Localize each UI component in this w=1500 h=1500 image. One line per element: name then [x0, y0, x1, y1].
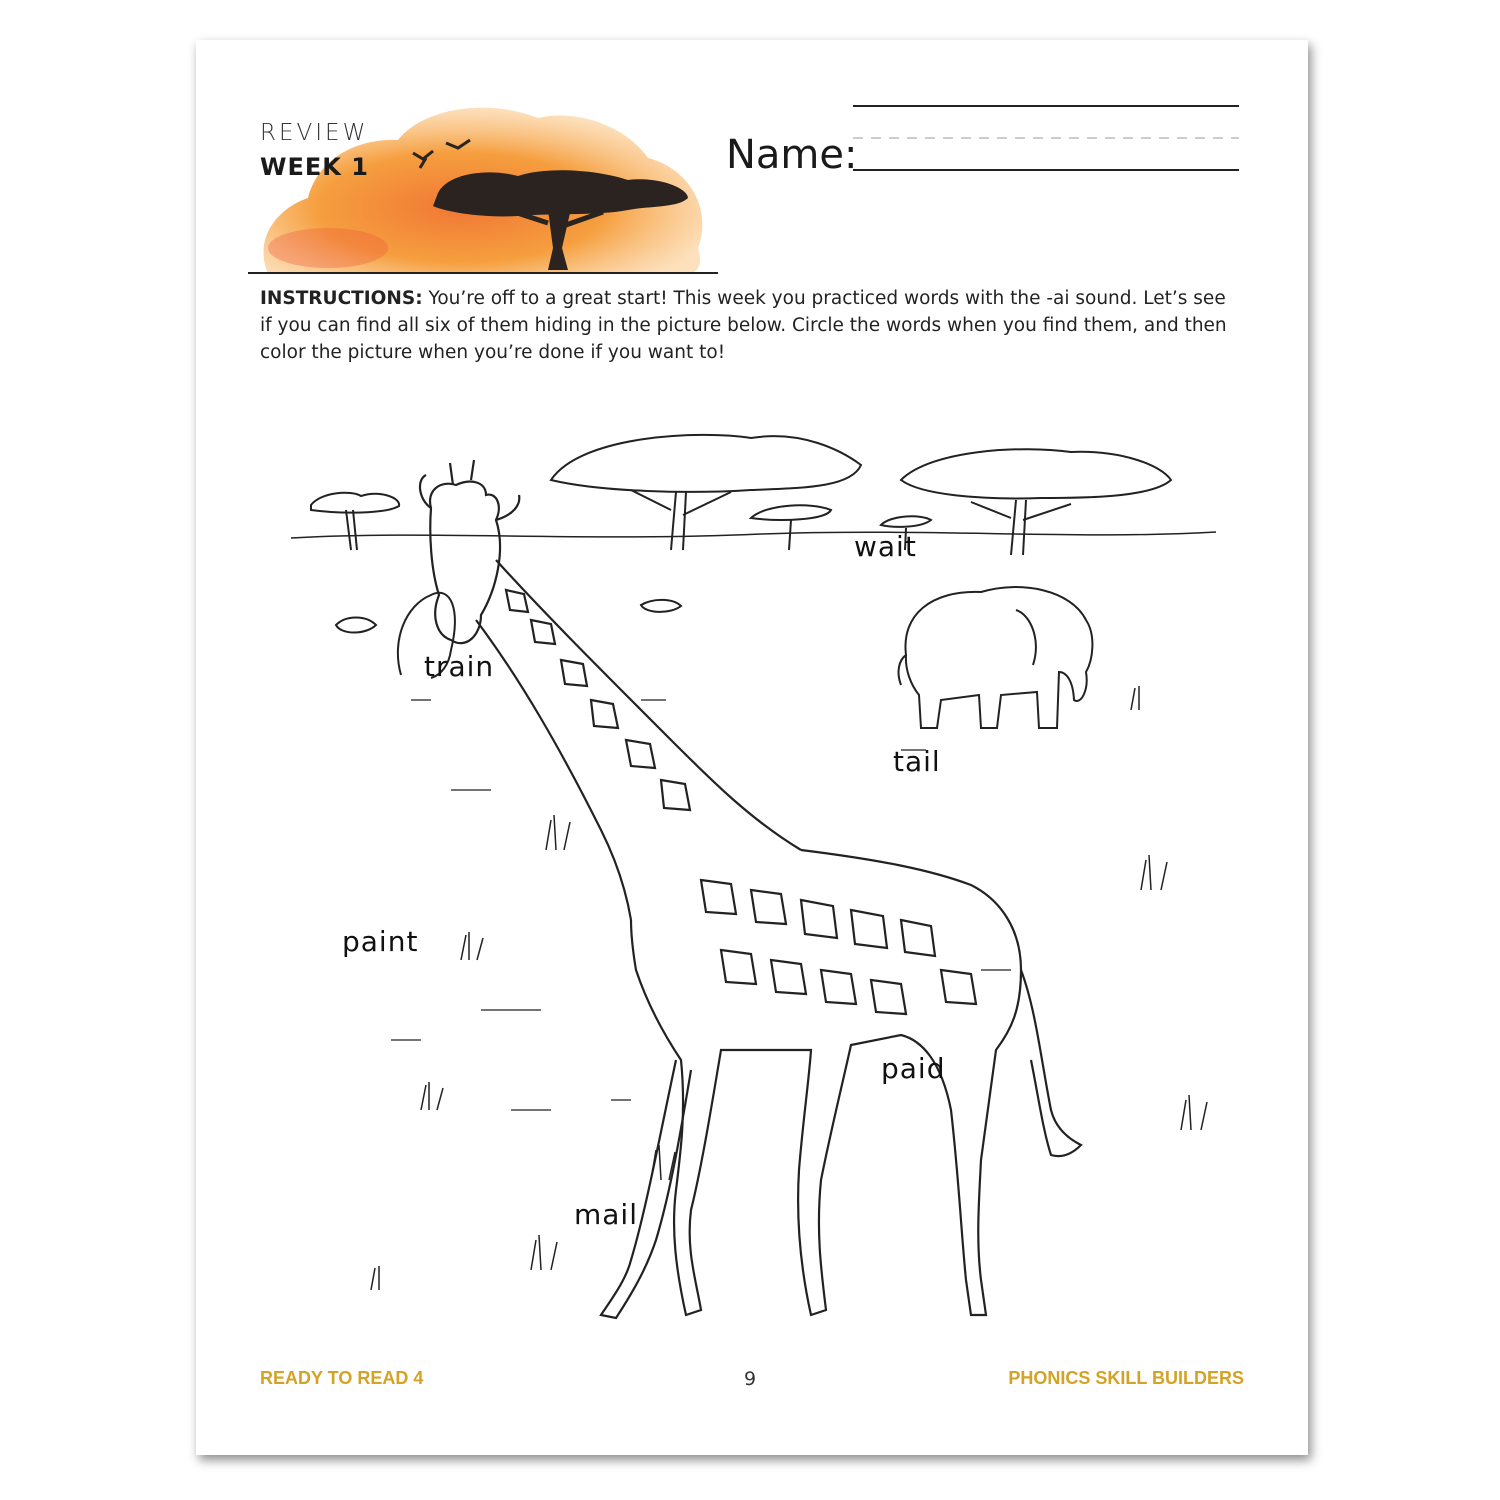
name-label: Name:	[726, 132, 858, 178]
week-label: WEEK 1	[260, 153, 369, 181]
instructions-paragraph	[260, 285, 1240, 366]
instructions-text: You’re off to a great start! This week you practiced words with the -ai sound. Let’s see if you can find all six of them hiding in the picture below. Circle the words when you find them, and then color the picture when you’re done if you want to!	[260, 288, 1227, 363]
giraffe-coloring-scene[interactable]	[281, 410, 1261, 1385]
giraffe-illustration	[420, 460, 1081, 1318]
footer-book-title: READY TO READ 4	[260, 1368, 424, 1388]
review-label: REVIEW	[260, 120, 369, 146]
grass-tufts	[371, 686, 1207, 1290]
instructions-lead: INSTRUCTIONS:	[260, 288, 423, 309]
hidden-word-tail[interactable]: tail	[893, 745, 941, 778]
name-writing-lines[interactable]	[851, 102, 1241, 182]
acacia-tree-large-right	[881, 449, 1171, 555]
acacia-tree-small-left	[311, 493, 399, 550]
hidden-word-wait[interactable]: wait	[854, 530, 917, 563]
worksheet-page	[196, 40, 1308, 1455]
page-number: 9	[744, 1368, 757, 1390]
acacia-tree-small-center	[751, 505, 831, 550]
hidden-word-paid[interactable]: paid	[881, 1052, 946, 1085]
hidden-word-paint[interactable]: paint	[342, 925, 419, 958]
hidden-word-train[interactable]: train	[424, 650, 495, 683]
footer-series-title: PHONICS SKILL BUILDERS	[1008, 1368, 1244, 1388]
elephant-illustration	[899, 587, 1093, 728]
hidden-word-mail[interactable]: mail	[574, 1198, 638, 1231]
